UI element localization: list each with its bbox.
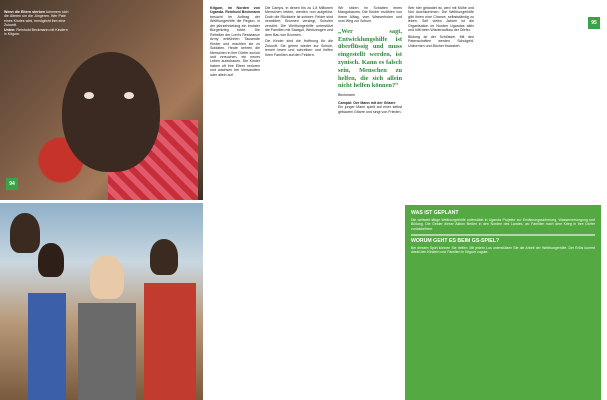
grey-shirt [78, 303, 136, 400]
child-face [62, 52, 160, 172]
red-shirt [144, 283, 196, 400]
info-box-text: Die weltweit tätige Welthungerhilfe unterstützt in Uganda Projekte zur Ernährungssicherung, Wasserversorgung und Bildung. Die Gelder dieser Aktion fließen in den Norden des Landes, wo Familien nach dem Krieg in ihre Dörfer zurückkehren. [411, 218, 595, 231]
article-body: Die Kinder sind die Hoffnung für die Zukunft. Sie gehen wieder zur Schule, lernen lesen und schreiben und helfen ihren Familien auf den Feldern. [265, 39, 333, 57]
pull-quote-source: Beckmann [338, 93, 355, 98]
article-body: Wer hier gelandet ist, wird mit Mühe und Not durchkommen. Die Welthungerhilfe gibt ihnen eine Chance, selbstständig zu leben. Seit vielen Jahren ist die Organisation im Norden Ugandas aktiv und hilft beim Wiederaufbau der Dörfer. [408, 6, 474, 33]
child-head [150, 239, 178, 275]
info-box-text: Bei diesem Spiel können Sie helfen: Mit jedem Los unterstützen Sie die Arbeit der Welthungerhilfe. Der Erlös kommt direkt den Kindern und Familien in Kitgum zugute. [411, 246, 595, 255]
caption-text: kümmern sich die Älteren um die Jüngeren. Wer Pate eines Kindes wird, ermöglicht ihm eine Zukunft. [4, 10, 69, 28]
section-subhead: Campbi: Der Mann mit der Gitarre [338, 100, 396, 105]
child-eye [84, 92, 94, 99]
caption-second-text: Reinhold Beckmann mit Kindern in Kitgum. [4, 27, 68, 37]
article-body: Wir sitzen im Schatten eines Mangobaums. Die Kinder erzählen von ihrem Alltag, vom Wasserholen und vom Weg zur Schule. [338, 6, 402, 24]
page-number-right: 95 [588, 17, 600, 29]
text-column-1 [210, 6, 260, 398]
article-body: Die Camps, in denen bis zu 1,8 Millionen Menschen lebten, werden nun aufgelöst. Doch die Rückkehr ist schwer: Felder sind verwildert, Brunnen versiegt, Schulen zerstört. Die Welthungerhilfe unterstützt die Familien mit Saatgut, Werkzeugen und dem Bau von Brunnen. [265, 6, 333, 37]
info-box [405, 205, 601, 400]
adult-head [90, 255, 124, 299]
child-head [10, 213, 40, 253]
info-box-title: WORUM GEHT ES BEIM GS-SPIEL? [411, 238, 500, 245]
caption-title: Wenn die Eltern sterben [4, 10, 46, 14]
pull-quote: „Wer sagt, Entwicklungshilfe ist überflüssig und muss eingestellt werden, ist zynisch. Kann es falsch sein, Menschen zu helfen, die sich allein nicht helfen können?“ [338, 27, 402, 90]
text-column-4 [408, 6, 474, 202]
children-photo [0, 0, 203, 200]
text-column-5 [478, 6, 548, 202]
text-column-3 [338, 6, 402, 398]
article-lead: Kitgum, im Norden von Uganda. Reinhold Beckmann [210, 6, 260, 15]
article-body: Ein junger Mann spielt auf einer selbst gebauten Gitarre und singt von Frieden. [338, 105, 402, 114]
beckmann-children-photo [0, 203, 203, 400]
info-box-title: WAS IST GEPLANT [411, 210, 459, 216]
child-eye [124, 92, 134, 99]
photo-caption [4, 10, 70, 36]
page-number-left: 94 [6, 178, 18, 190]
article-body: Bildung ist der Schlüssel. Mit den Patenschaften werden Schulgeld, Uniformen und Bücher finanziert. [408, 34, 474, 48]
info-divider [411, 234, 595, 236]
child-head [38, 243, 64, 277]
text-column-2 [265, 6, 333, 398]
caption-second-title: Unten: [4, 27, 16, 32]
article-body: besucht im Auftrag der Welthungerhilfe die Region, in der jahrzehntelang ein brutaler Bürgerkrieg tobte. Die Rebellen der Lord's Resistance Army entführten Tausende Kinder und machten sie zu Soldaten. Heute kehren die Menschen in ihre Dörfer zurück und versuchen, ein neues Leben aufzubauen. Die Kinder haben oft ihre Eltern verloren und wachsen bei Verwandten oder allein auf. [210, 14, 260, 77]
blue-shirt [28, 293, 66, 400]
